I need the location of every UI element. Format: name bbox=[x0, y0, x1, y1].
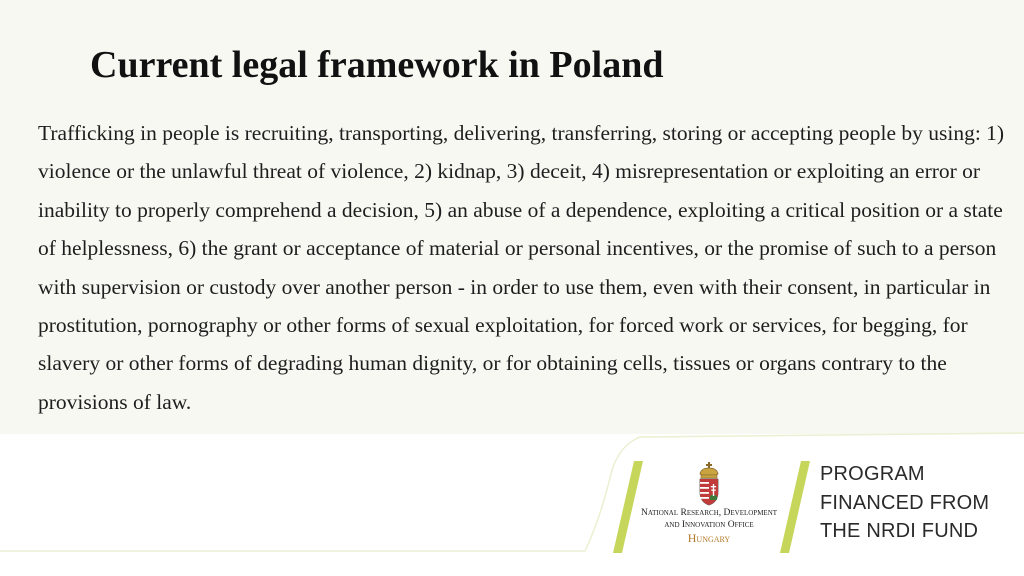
slide-body-text: Trafficking in people is recruiting, transporting, delivering, transferring, storing or accepting people by using: 1) violence or the unlawful threat of violence, 2) kidnap, 3) deceit, 4) misrepresentation or exploiting an error or inability to properly comprehend a decision, 5) an abuse of a dependence, exploiting a critical position or a state of helplessness, 6) the grant or acceptance of material or personal incentives, or the promise of such to a person with supervision or custody over another person - in order to use them, even with their consent, in particular in prostitution, pornography or other forms of sexual exploitation, for forced work or services, for begging, for slavery or other forms of degrading human dignity, or for obtaining cells, tissues or organs contrary to the provisions of law. bbox=[38, 121, 1005, 414]
slide-title: Current legal framework in Poland bbox=[90, 44, 664, 86]
nrdi-office-logo-text bbox=[636, 508, 782, 545]
green-slash-divider-right bbox=[780, 461, 810, 553]
logo-line-2: and Innovation Office bbox=[664, 519, 754, 530]
logo-line-1: National Research, Development bbox=[640, 508, 778, 518]
program-financed-text bbox=[820, 460, 989, 546]
program-line-2: FINANCED FROM bbox=[820, 491, 990, 514]
program-line-3: THE NRDI FUND bbox=[820, 520, 979, 542]
program-line-1: PROGRAM bbox=[820, 463, 925, 485]
logo-country: Hungary bbox=[687, 531, 731, 545]
hungary-coat-of-arms-icon bbox=[695, 462, 723, 506]
